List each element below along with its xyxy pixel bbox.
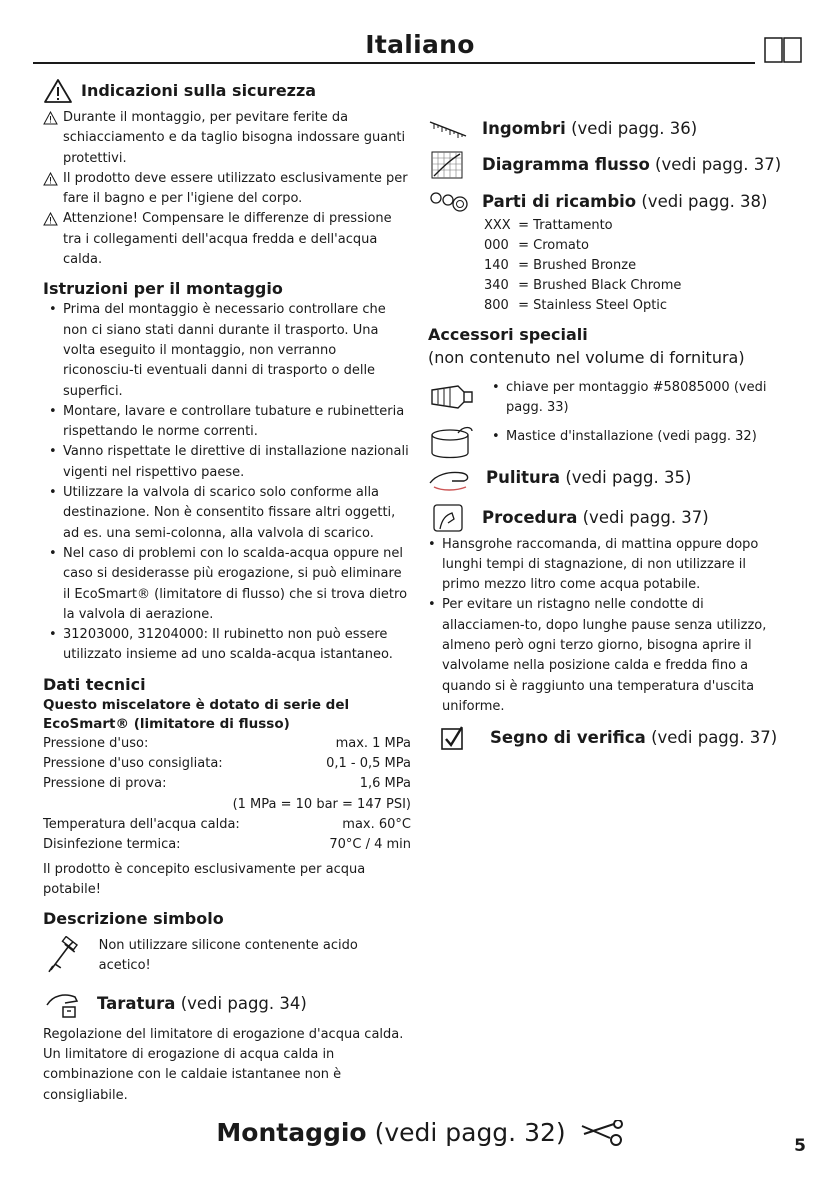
tech-row: Pressione d'uso: max. 1 MPa — [43, 735, 411, 751]
checkbox-check-icon — [440, 725, 466, 751]
list-item: • Vanno rispettate le direttive di installazione nazionali vigenti nel rispettivo paese. — [43, 442, 411, 483]
taratura-label: Taratura — [97, 993, 176, 1013]
adjustment-hand-icon — [43, 987, 83, 1021]
list-item: • Hansgrohe raccomanda, di mattina oppure dopo lunghi tempi di stagnazione, di non utilizzare il primo mezzo litro come acqua potabile. — [422, 535, 784, 596]
parti-label: Parti di ricambio — [482, 192, 637, 211]
list-item: • Montare, lavare e controllare tubature e rubinetteria rispettando le norme correnti. — [43, 402, 411, 443]
accessory-row — [428, 425, 784, 461]
ingombri-label: Ingombri — [482, 119, 566, 138]
header-rule — [33, 62, 755, 64]
tech-row: (1 MPa = 10 bar = 147 PSI) — [232, 796, 411, 812]
safety-title: Indicazioni sulla sicurezza — [81, 81, 317, 100]
sealant-tin-icon — [428, 425, 476, 461]
right-column — [428, 68, 784, 751]
safety-item: Il prodotto deve essere utilizzato esclusivamente per fare il bagno e per l'igiene del corpo. — [43, 169, 411, 210]
silicone-text: Non utilizzare silicone contenente acido acetico! — [98, 938, 358, 974]
ingombri-row: Ingombri (vedi pagg. 36) — [428, 116, 784, 142]
list-item: • Per evitare un ristagno nelle condotte di allacciamen-to, dopo lunghe pause senza utilizzo, almeno però ogni terzo giorno, bisogna aprire il valvolame nella posizione calda e fredda fino a quando si è raggiunto una temperatura d'uscita uniforme. — [422, 595, 784, 717]
safety-heading — [43, 78, 411, 104]
footer-montaggio — [0, 1118, 840, 1148]
accessory-row — [428, 378, 784, 419]
procedura-row: Procedura (vedi pagg. 37) — [428, 501, 784, 535]
procedure-hand-icon — [428, 501, 468, 535]
list-item: 000 = Cromato — [484, 238, 589, 253]
tech-row: Temperatura dell'acqua calda: max. 60°C — [43, 816, 411, 832]
flow-diagram-icon — [428, 150, 468, 180]
accessory-text: • chiave per montaggio #58085000 (vedi pagg. 33) — [492, 380, 767, 416]
silicone-row — [43, 936, 411, 977]
taratura-text: Regolazione del limitatore di erogazione d'acqua calda. Un limitatore di erogazione di acqua calda in combinazione con le caldaie istantanee non è consigliabile. — [43, 1026, 404, 1103]
segno-label: Segno di verifica — [490, 728, 646, 748]
procedura-label: Procedura — [482, 507, 578, 527]
warning-icon — [43, 78, 73, 104]
pulitura-label: Pulitura — [486, 467, 561, 487]
silicone-gun-icon — [43, 936, 83, 976]
diagramma-row: Diagramma flusso (vedi pagg. 37) — [428, 150, 784, 180]
safety-item: Durante il montaggio, per pevitare ferite da schiacciamento e da taglio bisogna indossare guanti protettivi. — [43, 108, 411, 169]
accessory-text: • Mastice d'installazione (vedi pagg. 32) — [492, 428, 757, 444]
list-item: • Prima del montaggio è necessario controllare che non ci siano stati danni durante il trasporto. Una volta eseguito il montaggio, non verranno riconosciu-ti eventuali danni di trasporto o delle superfici. — [43, 300, 411, 401]
procedura-list — [422, 535, 784, 718]
page-number: 5 — [794, 1136, 806, 1156]
warning-icon — [43, 172, 58, 186]
footer-label: Montaggio — [216, 1118, 367, 1147]
warning-icon — [43, 111, 58, 125]
segno-row: Segno di verifica (vedi pagg. 37) — [428, 725, 784, 751]
tech-row: Pressione d'uso consigliata: 0,1 - 0,5 MPa — [43, 756, 411, 772]
tech-table — [43, 734, 411, 856]
safety-item: Attenzione! Compensare le differenze di pressione tra i collegamenti dell'acqua fredda e dell'acqua calda. — [43, 209, 411, 270]
list-item: • Utilizzare la valvola di scarico solo conforme alla destinazione. Non è consentito fissare altri oggetti, ad es. una semi-colonna, alla valvola di scarico. — [43, 483, 411, 544]
list-item: 800 = Stainless Steel Optic — [484, 298, 668, 313]
page-title: Italiano — [365, 30, 475, 59]
list-item: 140 = Brushed Bronze — [484, 258, 637, 273]
cleaning-hand-icon — [428, 463, 472, 493]
spare-parts-icon — [428, 188, 468, 216]
list-item: 340 = Brushed Black Chrome — [484, 278, 682, 293]
book-icon — [764, 37, 802, 63]
wrench-icon — [580, 1120, 624, 1148]
pulitura-row: Pulitura (vedi pagg. 35) — [428, 463, 784, 493]
accessori-subtitle: (non contenuto nel volume di fornitura) — [428, 348, 745, 367]
list-item: • 31203000, 31204000: Il rubinetto non può essere utilizzato insieme ad uno scalda-acqua istantaneo. — [43, 625, 411, 666]
list-item: XXX = Trattamento — [484, 218, 613, 233]
tech-subtitle: Questo miscelatore è dotato di serie del EcoSmart® (limitatore di flusso) — [43, 696, 350, 732]
parts-list — [484, 216, 784, 316]
parti-row: Parti di ricambio (vedi pagg. 38) — [428, 188, 784, 216]
symbols-title: Descrizione simbolo — [43, 909, 224, 929]
assembly-list — [43, 300, 411, 665]
taratura-row — [43, 987, 411, 1021]
warning-icon — [43, 212, 58, 226]
footer-ref: (vedi pagg. 32) — [374, 1118, 566, 1147]
list-item: • Nel caso di problemi con lo scalda-acqua oppure nel caso si desiderasse più erogazione, si può eliminare il EcoSmart® (limitatore di flusso) che si trova dietro la valvola di aerazione. — [43, 544, 411, 625]
tech-note: Il prodotto è concepito esclusivamente per acqua potabile! — [43, 861, 366, 897]
accessori-title: Accessori speciali — [428, 325, 588, 344]
ruler-icon — [428, 116, 468, 142]
left-column — [43, 78, 411, 1106]
taratura-ref: (vedi pagg. 34) — [180, 993, 307, 1013]
assembly-title: Istruzioni per il montaggio — [43, 279, 283, 299]
diagramma-label: Diagramma flusso — [482, 155, 650, 174]
tech-row: Disinfezione termica: 70°C / 4 min — [43, 837, 411, 853]
tech-title: Dati tecnici — [43, 674, 146, 694]
tech-row: Pressione di prova: 1,6 MPa — [43, 776, 411, 792]
wrench-tool-icon — [428, 378, 476, 416]
